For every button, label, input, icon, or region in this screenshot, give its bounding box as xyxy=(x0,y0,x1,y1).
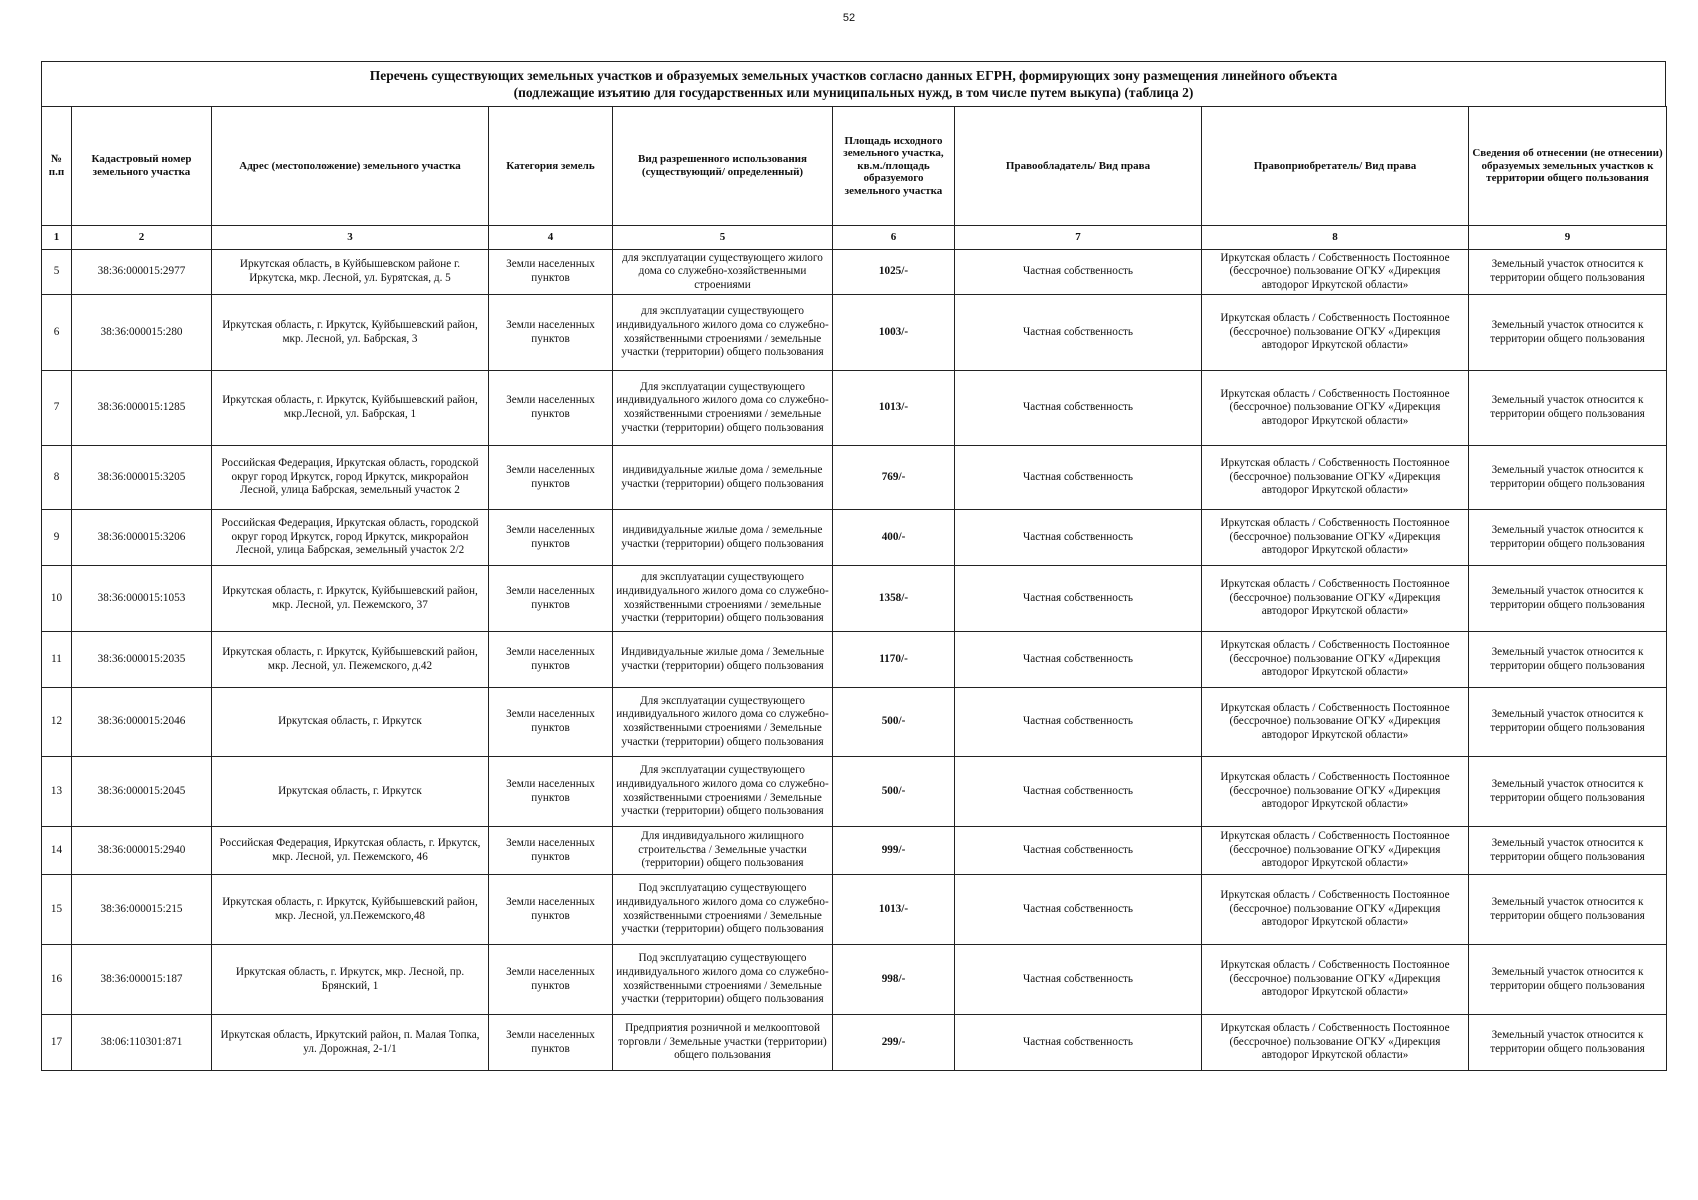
cell-public-use-status: Земельный участок относится к территории общего пользования xyxy=(1469,688,1667,757)
cell-cadastral-number: 38:36:000015:1053 xyxy=(72,566,212,632)
cell-row-number: 14 xyxy=(42,827,72,875)
cell-land-category: Земли населенных пунктов xyxy=(489,757,613,827)
table-title-line-1: Перечень существующих земельных участков и образуемых земельных участков согласно данных ЕГРН, формирующих зону размещения линейного объекта xyxy=(369,68,1338,83)
cell-public-use-status: Земельный участок относится к территории общего пользования xyxy=(1469,945,1667,1015)
table-row xyxy=(42,632,1667,688)
cell-row-number: 7 xyxy=(42,371,72,446)
column-number: 7 xyxy=(955,226,1202,250)
cell-row-number: 13 xyxy=(42,757,72,827)
cell-permitted-use: индивидуальные жилые дома / земельные участки (территории) общего пользования xyxy=(613,510,833,566)
cell-address: Российская Федерация, Иркутская область, г. Иркутск, мкр. Лесной, ул. Пежемского, 46 xyxy=(212,827,489,875)
table-row xyxy=(42,1015,1667,1071)
table-row xyxy=(42,250,1667,295)
column-number: 9 xyxy=(1469,226,1667,250)
cell-right-holder: Частная собственность xyxy=(955,1015,1202,1071)
table-row xyxy=(42,757,1667,827)
table-title-line-2: (подлежащие изъятию для государственных или муниципальных нужд, в том числе путем выкупа) (таблица 2) xyxy=(513,85,1194,100)
cell-public-use-status: Земельный участок относится к территории общего пользования xyxy=(1469,632,1667,688)
cell-row-number: 11 xyxy=(42,632,72,688)
cell-permitted-use: Для эксплуатации существующего индивидуального жилого дома со служебно-хозяйственными строениями / земельные участки (территории) общего пользования xyxy=(613,371,833,446)
cell-cadastral-number: 38:36:000015:3205 xyxy=(72,446,212,510)
header-category: Категория земель xyxy=(489,107,613,226)
cell-land-category: Земли населенных пунктов xyxy=(489,1015,613,1071)
header-right-holder: Правообладатель/ Вид права xyxy=(955,107,1202,226)
column-number: 2 xyxy=(72,226,212,250)
cell-area: 1025/- xyxy=(833,250,955,295)
cell-row-number: 10 xyxy=(42,566,72,632)
cell-acquirer: Иркутская область / Собственность Постоянное (бессрочное) пользование ОГКУ «Дирекция автодорог Иркутской области» xyxy=(1202,250,1469,295)
table-row xyxy=(42,371,1667,446)
cell-right-holder: Частная собственность xyxy=(955,510,1202,566)
cell-land-category: Земли населенных пунктов xyxy=(489,827,613,875)
cell-permitted-use: Индивидуальные жилые дома / Земельные участки (территории) общего пользования xyxy=(613,632,833,688)
cell-right-holder: Частная собственность xyxy=(955,446,1202,510)
cell-land-category: Земли населенных пунктов xyxy=(489,250,613,295)
cell-permitted-use: Для индивидуального жилищного строительства / Земельные участки (территории) общего пользования xyxy=(613,827,833,875)
column-number: 6 xyxy=(833,226,955,250)
cell-cadastral-number: 38:36:000015:2940 xyxy=(72,827,212,875)
cell-right-holder: Частная собственность xyxy=(955,250,1202,295)
cell-acquirer: Иркутская область / Собственность Постоянное (бессрочное) пользование ОГКУ «Дирекция автодорог Иркутской области» xyxy=(1202,566,1469,632)
cell-land-category: Земли населенных пунктов xyxy=(489,875,613,945)
cell-permitted-use: Для эксплуатации существующего индивидуального жилого дома со служебно-хозяйственными строениями / Земельные участки (территории) общего пользования xyxy=(613,688,833,757)
header-cadastral: Кадастровый номер земельного участка xyxy=(72,107,212,226)
cell-right-holder: Частная собственность xyxy=(955,757,1202,827)
cell-cadastral-number: 38:36:000015:2046 xyxy=(72,688,212,757)
cell-permitted-use: индивидуальные жилые дома / земельные участки (территории) общего пользования xyxy=(613,446,833,510)
cell-cadastral-number: 38:36:000015:3206 xyxy=(72,510,212,566)
cell-address: Иркутская область, г. Иркутск xyxy=(212,757,489,827)
cell-public-use-status: Земельный участок относится к территории общего пользования xyxy=(1469,827,1667,875)
cell-permitted-use: Для эксплуатации существующего индивидуального жилого дома со служебно-хозяйственными строениями / Земельные участки (территории) общего пользования xyxy=(613,757,833,827)
cell-row-number: 17 xyxy=(42,1015,72,1071)
cell-land-category: Земли населенных пунктов xyxy=(489,446,613,510)
header-address: Адрес (местоположение) земельного участка xyxy=(212,107,489,226)
cell-public-use-status: Земельный участок относится к территории общего пользования xyxy=(1469,757,1667,827)
table-row xyxy=(42,510,1667,566)
cell-land-category: Земли населенных пунктов xyxy=(489,510,613,566)
cell-acquirer: Иркутская область / Собственность Постоянное (бессрочное) пользование ОГКУ «Дирекция автодорог Иркутской области» xyxy=(1202,632,1469,688)
cell-land-category: Земли населенных пунктов xyxy=(489,632,613,688)
cell-address: Российская Федерация, Иркутская область, городской округ город Иркутск, город Иркутск, микрорайон Лесной, улица Бабрская, земельный участок 2 xyxy=(212,446,489,510)
cell-acquirer: Иркутская область / Собственность Постоянное (бессрочное) пользование ОГКУ «Дирекция автодорог Иркутской области» xyxy=(1202,875,1469,945)
header-row xyxy=(42,107,1667,226)
cell-area: 299/- xyxy=(833,1015,955,1071)
cell-area: 999/- xyxy=(833,827,955,875)
cell-address: Иркутская область, г. Иркутск, мкр. Лесной, пр. Брянский, 1 xyxy=(212,945,489,1015)
cell-land-category: Земли населенных пунктов xyxy=(489,688,613,757)
cell-acquirer: Иркутская область / Собственность Постоянное (бессрочное) пользование ОГКУ «Дирекция автодорог Иркутской области» xyxy=(1202,446,1469,510)
cell-permitted-use: Под эксплуатацию существующего индивидуального жилого дома со служебно-хозяйственными строениями / Земельные участки (территории) общего пользования xyxy=(613,875,833,945)
table-row xyxy=(42,875,1667,945)
cell-cadastral-number: 38:36:000015:280 xyxy=(72,295,212,371)
cell-acquirer: Иркутская область / Собственность Постоянное (бессрочное) пользование ОГКУ «Дирекция автодорог Иркутской области» xyxy=(1202,757,1469,827)
cell-acquirer: Иркутская область / Собственность Постоянное (бессрочное) пользование ОГКУ «Дирекция автодорог Иркутской области» xyxy=(1202,688,1469,757)
cell-address: Иркутская область, г. Иркутск, Куйбышевский район, мкр.Лесной, ул. Бабрская, 1 xyxy=(212,371,489,446)
cell-address: Иркутская область, г. Иркутск, Куйбышевский район, мкр. Лесной, ул. Пежемского, 37 xyxy=(212,566,489,632)
cell-right-holder: Частная собственность xyxy=(955,295,1202,371)
cell-acquirer: Иркутская область / Собственность Постоянное (бессрочное) пользование ОГКУ «Дирекция автодорог Иркутской области» xyxy=(1202,945,1469,1015)
cell-permitted-use: для эксплуатации существующего индивидуального жилого дома со служебно-хозяйственными строениями / земельные участки (территории) общего пользования xyxy=(613,295,833,371)
cell-permitted-use: для эксплуатации существующего жилого дома со служебно-хозяйственными строениями xyxy=(613,250,833,295)
cell-row-number: 8 xyxy=(42,446,72,510)
cell-public-use-status: Земельный участок относится к территории общего пользования xyxy=(1469,295,1667,371)
cell-public-use-status: Земельный участок относится к территории общего пользования xyxy=(1469,250,1667,295)
cell-area: 500/- xyxy=(833,757,955,827)
table-row xyxy=(42,566,1667,632)
cell-area: 1358/- xyxy=(833,566,955,632)
column-number: 4 xyxy=(489,226,613,250)
cell-address: Иркутская область, г. Иркутск xyxy=(212,688,489,757)
cell-cadastral-number: 38:36:000015:215 xyxy=(72,875,212,945)
cell-acquirer: Иркутская область / Собственность Постоянное (бессрочное) пользование ОГКУ «Дирекция автодорог Иркутской области» xyxy=(1202,1015,1469,1071)
cell-row-number: 9 xyxy=(42,510,72,566)
table-row xyxy=(42,688,1667,757)
cell-right-holder: Частная собственность xyxy=(955,632,1202,688)
cell-public-use-status: Земельный участок относится к территории общего пользования xyxy=(1469,371,1667,446)
header-permitted-use: Вид разрешенного использования (существующий/ определенный) xyxy=(613,107,833,226)
table-row xyxy=(42,945,1667,1015)
cell-public-use-status: Земельный участок относится к территории общего пользования xyxy=(1469,1015,1667,1071)
cell-right-holder: Частная собственность xyxy=(955,688,1202,757)
cell-acquirer: Иркутская область / Собственность Постоянное (бессрочное) пользование ОГКУ «Дирекция автодорог Иркутской области» xyxy=(1202,371,1469,446)
cell-address: Иркутская область, г. Иркутск, Куйбышевский район, мкр. Лесной, ул.Пежемского,48 xyxy=(212,875,489,945)
column-number-row xyxy=(42,226,1667,250)
cell-public-use-status: Земельный участок относится к территории общего пользования xyxy=(1469,875,1667,945)
header-public-use: Сведения об отнесении (не отнесении) образуемых земельных участков к территории общего пользования xyxy=(1469,107,1667,226)
document-sheet xyxy=(41,61,1666,1071)
column-number: 1 xyxy=(42,226,72,250)
cell-land-category: Земли населенных пунктов xyxy=(489,945,613,1015)
cell-land-category: Земли населенных пунктов xyxy=(489,566,613,632)
cell-public-use-status: Земельный участок относится к территории общего пользования xyxy=(1469,510,1667,566)
cell-public-use-status: Земельный участок относится к территории общего пользования xyxy=(1469,446,1667,510)
column-number: 8 xyxy=(1202,226,1469,250)
cell-row-number: 16 xyxy=(42,945,72,1015)
cell-cadastral-number: 38:36:000015:2035 xyxy=(72,632,212,688)
header-area: Площадь исходного земельного участка, кв.м./площадь образуемого земельного участка xyxy=(833,107,955,226)
cell-area: 500/- xyxy=(833,688,955,757)
cell-cadastral-number: 38:06:110301:871 xyxy=(72,1015,212,1071)
cell-right-holder: Частная собственность xyxy=(955,371,1202,446)
cell-address: Иркутская область, г. Иркутск, Куйбышевский район, мкр. Лесной, ул. Бабрская, 3 xyxy=(212,295,489,371)
cell-right-holder: Частная собственность xyxy=(955,827,1202,875)
cell-row-number: 15 xyxy=(42,875,72,945)
cell-cadastral-number: 38:36:000015:187 xyxy=(72,945,212,1015)
cell-public-use-status: Земельный участок относится к территории общего пользования xyxy=(1469,566,1667,632)
cell-address: Иркутская область, Иркутский район, п. Малая Топка, ул. Дорожная, 2-1/1 xyxy=(212,1015,489,1071)
column-number: 3 xyxy=(212,226,489,250)
cell-address: Российская Федерация, Иркутская область, городской округ город Иркутск, город Иркутск, микрорайон Лесной, улица Бабрская, земельный участок 2/2 xyxy=(212,510,489,566)
cell-address: Иркутская область, г. Иркутск, Куйбышевский район, мкр. Лесной, ул. Пежемского, д.42 xyxy=(212,632,489,688)
cell-row-number: 6 xyxy=(42,295,72,371)
cell-acquirer: Иркутская область / Собственность Постоянное (бессрочное) пользование ОГКУ «Дирекция автодорог Иркутской области» xyxy=(1202,827,1469,875)
cell-cadastral-number: 38:36:000015:2045 xyxy=(72,757,212,827)
cell-permitted-use: для эксплуатации существующего индивидуального жилого дома со служебно-хозяйственными строениями / земельные участки (территории) общего пользования xyxy=(613,566,833,632)
table-row xyxy=(42,827,1667,875)
header-number: № п.п xyxy=(42,107,72,226)
land-plots-table xyxy=(41,106,1667,1071)
cell-land-category: Земли населенных пунктов xyxy=(489,371,613,446)
column-number: 5 xyxy=(613,226,833,250)
cell-area: 1003/- xyxy=(833,295,955,371)
cell-area: 1013/- xyxy=(833,875,955,945)
cell-cadastral-number: 38:36:000015:2977 xyxy=(72,250,212,295)
cell-area: 769/- xyxy=(833,446,955,510)
page-number: 52 xyxy=(842,12,856,24)
cell-permitted-use: Предприятия розничной и мелкооптовой торговли / Земельные участки (территории) общего пользования xyxy=(613,1015,833,1071)
cell-right-holder: Частная собственность xyxy=(955,875,1202,945)
cell-acquirer: Иркутская область / Собственность Постоянное (бессрочное) пользование ОГКУ «Дирекция автодорог Иркутской области» xyxy=(1202,510,1469,566)
table-row xyxy=(42,295,1667,371)
header-acquirer: Правоприобретатель/ Вид права xyxy=(1202,107,1469,226)
cell-permitted-use: Под эксплуатацию существующего индивидуального жилого дома со служебно-хозяйственными строениями / Земельные участки (территории) общего пользования xyxy=(613,945,833,1015)
cell-area: 1170/- xyxy=(833,632,955,688)
table-row xyxy=(42,446,1667,510)
cell-acquirer: Иркутская область / Собственность Постоянное (бессрочное) пользование ОГКУ «Дирекция автодорог Иркутской области» xyxy=(1202,295,1469,371)
cell-row-number: 5 xyxy=(42,250,72,295)
cell-address: Иркутская область, в Куйбышевском районе г. Иркутска, мкр. Лесной, ул. Бурятская, д. 5 xyxy=(212,250,489,295)
cell-area: 1013/- xyxy=(833,371,955,446)
cell-area: 998/- xyxy=(833,945,955,1015)
table-title xyxy=(41,61,1666,107)
cell-row-number: 12 xyxy=(42,688,72,757)
cell-cadastral-number: 38:36:000015:1285 xyxy=(72,371,212,446)
cell-right-holder: Частная собственность xyxy=(955,945,1202,1015)
cell-right-holder: Частная собственность xyxy=(955,566,1202,632)
cell-area: 400/- xyxy=(833,510,955,566)
cell-land-category: Земли населенных пунктов xyxy=(489,295,613,371)
